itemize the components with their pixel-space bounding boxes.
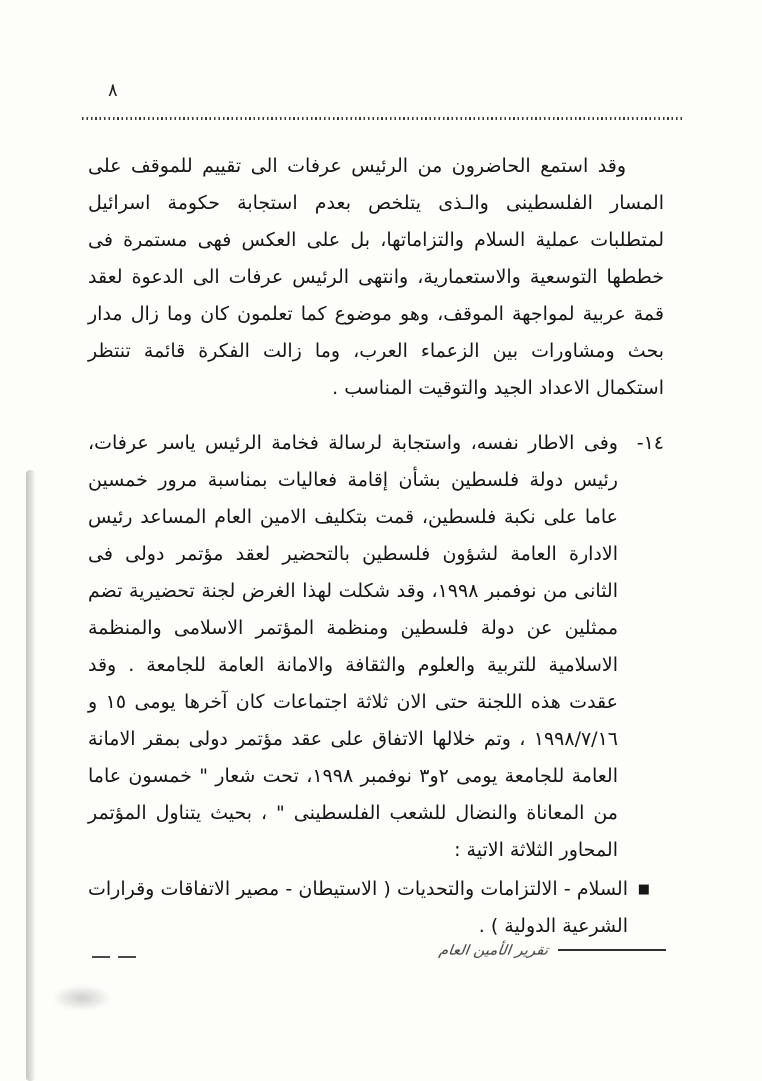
square-bullet-icon: ■ [637,882,650,897]
header-divider [82,117,682,120]
page-body [88,148,664,945]
page-number: ٨ [108,80,118,101]
scan-edge-artifact [26,470,35,1081]
bullet-item [88,871,664,945]
handwritten-signature: تقرير الأمين العام [437,941,550,959]
paragraph-intro: وقد استمع الحاضرون من الرئيس عرفات الى تقييم للموقف على المسار الفلسطينى والـذى يتلخص بعدم استجابة حكومة اسرائيل لمتطلبات عملية السلام والتزاماتها، بل على العكس فهى مستمرة فى خططها التوسعية والاستعمارية، وانتهى الرئيس عرفات الى الدعوة لعقد قمة عربية لمواجهة الموقف، وهو موضوع كما تعلمون كان وما زال مدار بحث ومشاورات بين الزعماء العرب، وما زالت الفكرة قائمة تنتظر استكمال الاعداد الجيد والتوقيت المناسب . [88,155,664,399]
scan-smudge-artifact [52,985,112,1011]
item-number: ١٤- [636,432,664,454]
numbered-item-14 [88,425,664,869]
footer-rule-right [558,949,666,951]
bullet-text: السلام - الالتزامات والتحديات ( الاستيطان - مصير الاتفاقات وقرارات الشرعية الدولية ) . [88,878,628,937]
item-text: وفى الاطار نفسه، واستجابة لرسالة فخامة الرئيس ياسر عرفات، رئيس دولة فلسطين بشأن إقامة فعاليات بمناسبة مرور خمسين عاما على نكبة فلسطين، قمت بتكليف الامين العام المساعد رئيس الادارة العامة لشؤون فلسطين بالتحضير لعقد مؤتمر دولى فى الثانى من نوفمبر ١٩٩٨، وقد شكلت لهذا الغرض لجنة تحضيرية تضم ممثلين عن دولة فلسطين ومنظمة المؤتمر الاسلامى والمنظمة الاسلامية للتربية والعلوم والثقافة والامانة العامة للجامعة . وقد عقدت هذه اللجنة حتى الان ثلاثة اجتماعات كان آخرها يومى ١٥ و ١٩٩٨/٧/١٦ ، وتم خلالها الاتفاق على عقد مؤتمر دولى بمقر الامانة العامة للجامعة يومى ٢و٣ نوفمبر ١٩٩٨، تحت شعار " خمسون عاما من المعاناة والنضال للشعب الفلسطينى " ، بحيث يتناول المؤتمر المحاور الثلاثة الاتية : [88,432,619,861]
page-footer [92,936,666,964]
footer-rule-left [92,956,140,958]
